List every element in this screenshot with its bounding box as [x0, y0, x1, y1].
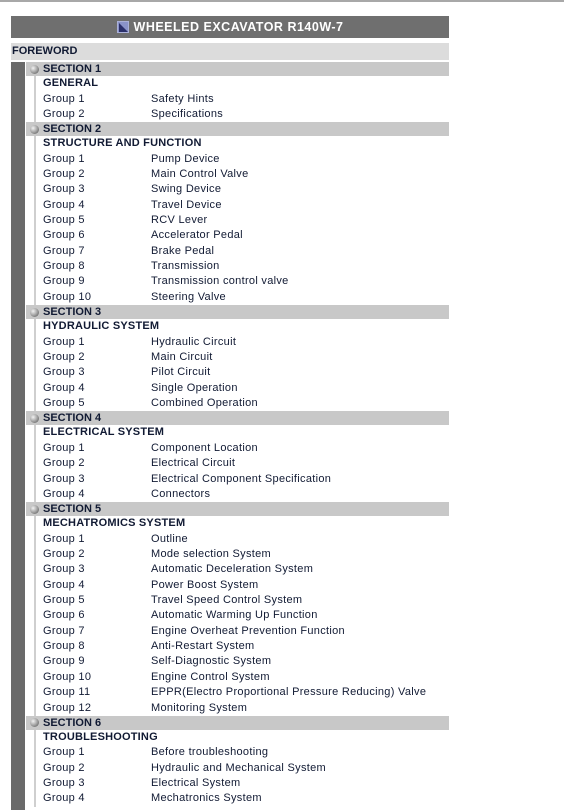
section-label: SECTION 4	[43, 412, 102, 425]
group-row[interactable]	[36, 244, 449, 259]
section-body	[34, 319, 449, 411]
section-heading[interactable]: TROUBLESHOOTING	[43, 730, 158, 743]
group-title-link[interactable]: Hydraulic and Mechanical System	[151, 761, 326, 774]
group-number: Group 5	[43, 594, 85, 607]
group-title-link[interactable]: Steering Valve	[151, 290, 226, 303]
group-row[interactable]	[36, 274, 449, 289]
group-row[interactable]	[36, 791, 449, 806]
group-title-link[interactable]: Self-Diagnostic System	[151, 655, 272, 668]
manual-title-bar	[11, 16, 449, 38]
group-title-link[interactable]: Transmission	[151, 260, 220, 273]
group-row[interactable]	[36, 578, 449, 593]
group-title-link[interactable]: Anti-Restart System	[151, 640, 255, 653]
section-header[interactable]	[26, 716, 449, 730]
section-heading[interactable]: GENERAL	[43, 77, 99, 89]
group-number: Group 4	[43, 487, 85, 500]
group-title-link[interactable]: Main Control Valve	[151, 168, 249, 181]
manual-title-prefix: WHEELED EXCAVATOR	[133, 20, 288, 34]
group-number: Group 1	[43, 152, 85, 165]
section-header[interactable]	[26, 122, 449, 136]
group-title-link[interactable]: Main Circuit	[151, 350, 213, 363]
group-title-link[interactable]: Swing Device	[151, 183, 222, 196]
group-title-link[interactable]: Travel Speed Control System	[151, 594, 303, 607]
group-row[interactable]	[36, 761, 449, 776]
group-row[interactable]	[36, 213, 449, 228]
group-title-link[interactable]: Pilot Circuit	[151, 366, 211, 379]
group-row[interactable]	[36, 198, 449, 213]
group-number: Group 10	[43, 670, 92, 683]
group-number: Group 3	[43, 183, 85, 196]
group-number: Group 8	[43, 260, 85, 273]
group-row[interactable]	[36, 472, 449, 487]
collapse-bullet-icon[interactable]	[30, 125, 39, 134]
group-number: Group 7	[43, 244, 85, 257]
group-title-link[interactable]: Safety Hints	[151, 92, 214, 105]
group-number: Group 3	[43, 472, 85, 485]
group-row[interactable]	[36, 701, 449, 716]
section-heading[interactable]: ELECTRICAL SYSTEM	[43, 426, 165, 439]
group-title-link[interactable]: Automatic Warming Up Function	[151, 609, 318, 622]
group-title-link[interactable]: Mode selection System	[151, 548, 272, 561]
group-row[interactable]	[36, 608, 449, 623]
group-number: Group 1	[43, 92, 85, 105]
collapse-bullet-icon[interactable]	[30, 414, 39, 423]
group-number: Group 2	[43, 761, 85, 774]
section-heading[interactable]: MECHATROMICS SYSTEM	[43, 517, 186, 530]
group-number: Group 5	[43, 397, 85, 409]
group-row[interactable]	[36, 593, 449, 608]
group-row[interactable]	[36, 92, 449, 107]
group-number: Group 4	[43, 578, 85, 591]
group-row[interactable]	[36, 639, 449, 654]
group-number: Group 9	[43, 275, 85, 288]
group-row[interactable]	[36, 259, 449, 274]
group-number: Group 11	[43, 686, 91, 699]
group-number: Group 2	[43, 457, 85, 470]
group-number: Group 2	[43, 107, 85, 120]
group-title-link[interactable]: Specifications	[151, 107, 224, 120]
group-row[interactable]	[36, 350, 449, 365]
group-row[interactable]	[36, 685, 449, 700]
left-tree-bar	[11, 62, 25, 810]
section-heading[interactable]: STRUCTURE AND FUNCTION	[43, 137, 202, 150]
top-border	[0, 0, 564, 2]
group-number: Group 6	[43, 229, 85, 242]
section-label: SECTION 2	[43, 123, 102, 136]
group-number: Group 10	[43, 290, 92, 303]
group-row[interactable]	[36, 654, 449, 669]
group-number: Group 9	[43, 655, 85, 668]
group-row[interactable]	[36, 624, 449, 639]
group-row[interactable]	[36, 182, 449, 197]
group-row[interactable]	[36, 365, 449, 380]
group-title-link[interactable]: Monitoring System	[151, 701, 248, 714]
group-title-link[interactable]: Power Boost System	[151, 578, 259, 591]
group-title-link[interactable]: Mechatronics System	[151, 792, 262, 805]
collapse-bullet-icon[interactable]	[30, 308, 39, 317]
group-title-link[interactable]: Hydraulic Circuit	[151, 335, 237, 348]
group-number: Group 4	[43, 198, 85, 211]
group-number: Group 3	[43, 366, 85, 379]
group-row[interactable]	[36, 745, 449, 760]
foreword-label: FOREWORD	[12, 45, 78, 57]
section-body	[34, 425, 449, 502]
collapse-bullet-icon[interactable]	[30, 65, 39, 74]
section-label: SECTION 3	[43, 306, 102, 319]
group-title-link[interactable]: Travel Device	[151, 198, 222, 211]
group-number: Group 7	[43, 624, 85, 637]
foreword-link[interactable]	[11, 43, 449, 60]
group-number: Group 4	[43, 381, 85, 394]
group-title-link[interactable]: Before troubleshooting	[151, 746, 269, 759]
group-title-link[interactable]: Brake Pedal	[151, 244, 215, 257]
group-number: Group 1	[43, 335, 85, 348]
manual-title-model: R140W-7	[287, 20, 344, 34]
section-label: SECTION 5	[43, 503, 102, 516]
group-title-link[interactable]: Engine Control System	[151, 670, 270, 683]
group-title-link[interactable]: Engine Overheat Prevention Function	[151, 624, 345, 637]
section-header[interactable]	[26, 305, 449, 319]
section-heading[interactable]: HYDRAULIC SYSTEM	[43, 320, 160, 333]
section-label: SECTION 1	[43, 63, 102, 75]
group-title-link[interactable]: Single Operation	[151, 381, 238, 394]
section-header[interactable]	[26, 62, 449, 76]
group-number: Group 8	[43, 640, 85, 653]
group-title-link[interactable]: Electrical System	[151, 777, 241, 790]
group-row[interactable]	[36, 167, 449, 182]
group-title-link[interactable]: RCV Lever	[151, 214, 208, 227]
group-title-link[interactable]: Outline	[151, 532, 188, 545]
group-title-link[interactable]: Transmission control valve	[151, 275, 289, 288]
group-row[interactable]	[36, 107, 449, 122]
group-row[interactable]	[36, 670, 449, 685]
group-number: Group 1	[43, 441, 85, 454]
group-title-link[interactable]: EPPR(Electro Proportional Pressure Reducing) Valve	[151, 686, 427, 699]
group-title-link[interactable]: Pump Device	[151, 152, 220, 165]
section-header[interactable]	[26, 502, 449, 516]
section-header[interactable]	[26, 411, 449, 425]
group-number: Group 2	[43, 168, 85, 181]
group-row[interactable]	[36, 487, 449, 502]
group-row[interactable]	[36, 441, 449, 456]
group-row[interactable]	[36, 335, 449, 350]
section-body	[34, 76, 449, 122]
collapse-bullet-icon[interactable]	[30, 505, 39, 514]
group-title-link[interactable]: Automatic Deceleration System	[151, 563, 314, 576]
group-row[interactable]	[36, 562, 449, 577]
group-row[interactable]	[36, 381, 449, 396]
group-title-link[interactable]: Electrical Circuit	[151, 457, 236, 470]
group-number: Group 5	[43, 214, 85, 227]
group-title-link[interactable]: Electrical Component Specification	[151, 472, 332, 485]
group-number: Group 6	[43, 609, 85, 622]
group-number: Group 3	[43, 777, 85, 790]
group-row[interactable]	[36, 532, 449, 547]
group-row[interactable]	[36, 228, 449, 243]
group-row[interactable]	[36, 290, 449, 305]
group-number: Group 3	[43, 563, 85, 576]
document-icon	[117, 21, 129, 33]
group-title-link[interactable]: Connectors	[151, 487, 211, 500]
table-of-contents	[26, 62, 449, 807]
collapse-bullet-icon[interactable]	[30, 718, 39, 727]
manual-title	[134, 20, 344, 34]
group-row[interactable]	[36, 152, 449, 167]
section-label: SECTION 6	[43, 716, 102, 729]
group-number: Group 12	[43, 701, 92, 714]
group-title-link[interactable]: Accelerator Pedal	[151, 229, 243, 242]
group-number: Group 2	[43, 350, 85, 363]
group-title-link[interactable]: Component Location	[151, 441, 258, 454]
group-row[interactable]	[36, 456, 449, 471]
group-row[interactable]	[36, 547, 449, 562]
section-body	[34, 730, 449, 807]
section-body	[34, 136, 449, 305]
group-number: Group 2	[43, 548, 85, 561]
group-number: Group 1	[43, 532, 85, 545]
group-title-link[interactable]: Combined Operation	[151, 397, 258, 409]
group-row[interactable]	[36, 776, 449, 791]
group-row[interactable]	[36, 396, 449, 411]
section-body	[34, 516, 449, 716]
group-number: Group 1	[43, 746, 85, 759]
group-number: Group 4	[43, 792, 85, 805]
